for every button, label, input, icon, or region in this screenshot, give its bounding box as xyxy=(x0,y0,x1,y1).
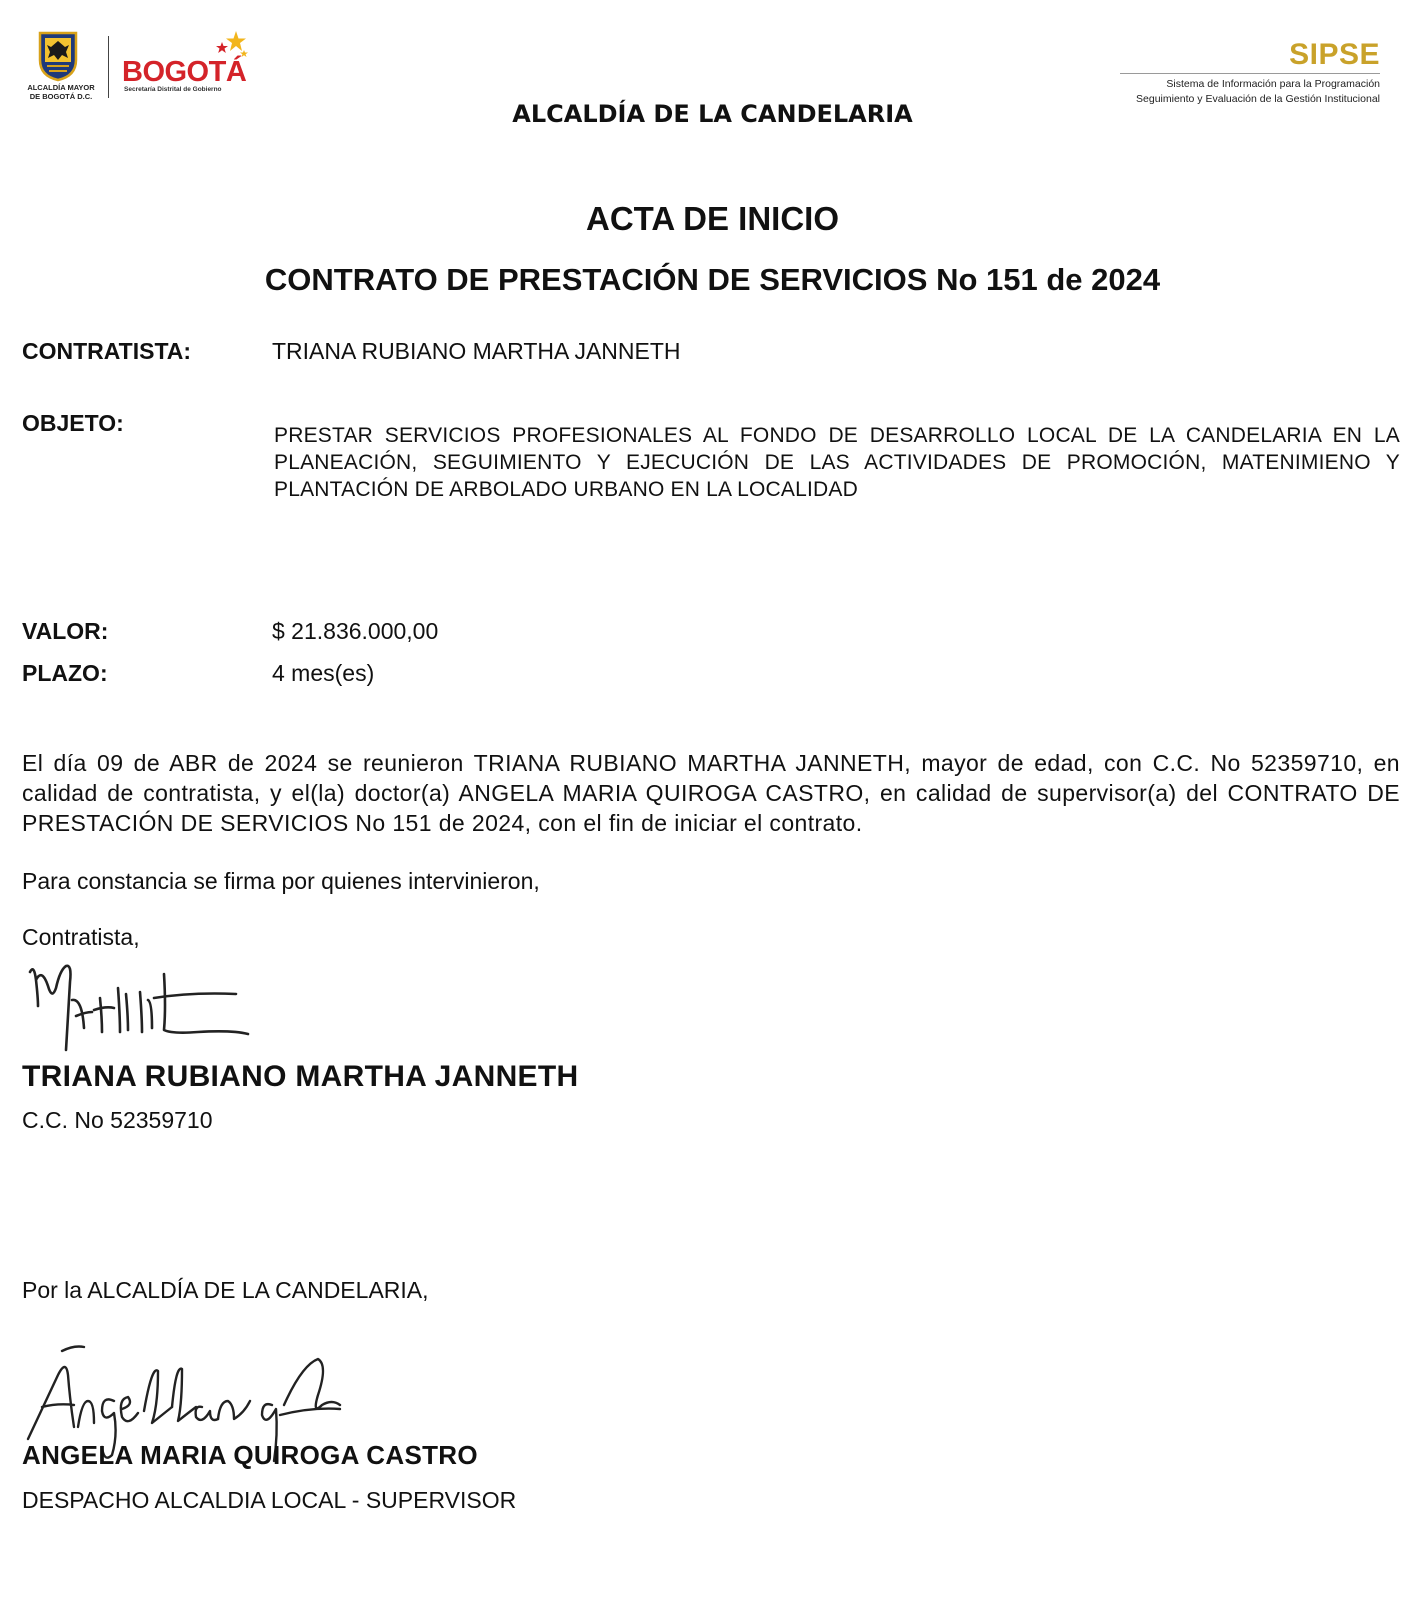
objeto-label: OBJETO: xyxy=(22,410,124,436)
supervisor-name: ANGELA MARIA QUIROGA CASTRO xyxy=(22,1440,478,1470)
entity-header: ALCALDÍA DE LA CANDELARIA xyxy=(512,100,913,128)
secretaria-caption: Secretaría Distrital de Gobierno xyxy=(124,86,222,93)
bogota-coat-of-arms-icon xyxy=(37,30,79,82)
contractor-role: Contratista, xyxy=(22,924,140,950)
plazo-label: PLAZO: xyxy=(22,660,108,686)
alcaldia-bogota-logo xyxy=(22,30,252,105)
meeting-paragraph: El día 09 de ABR de 2024 se reunieron TRIANA RUBIANO MARTHA JANNETH, mayor de edad, con C.C. No 52359710, en calidad de contratista, y el(la) doctor(a) ANGELA MARIA QUIROGA CASTRO, en calidad de supervisor(a) del CONTRATO DE PRESTACIÓN DE SERVICIOS No 151 de 2024, con el fin de iniciar el contrato. xyxy=(22,750,1400,836)
objeto-value: PRESTAR SERVICIOS PROFESIONALES AL FONDO DE DESARROLLO LOCAL DE LA CANDELARIA EN LA PLANEACIÓN, SEGUIMIENTO Y EJECUCIÓN DE LAS ACTIVIDADES DE PROMOCIÓN, MATENIMIENO Y PLANTACIÓN DE ARBOLADO URBANO EN LA LOCALIDAD xyxy=(274,424,1400,501)
plazo-value: 4 mes(es) xyxy=(272,660,375,686)
contractor-id: C.C. No 52359710 xyxy=(22,1107,213,1133)
valor-label: VALOR: xyxy=(22,618,109,644)
sipse-rule xyxy=(1120,73,1380,74)
sipse-brand: SIPSE xyxy=(1289,38,1380,71)
sipse-logo xyxy=(1110,38,1380,108)
bogota-brand: BOGOTÁ xyxy=(122,56,247,88)
contract-title: CONTRATO DE PRESTACIÓN DE SERVICIOS No 151 de 2024 xyxy=(264,262,1161,297)
logo-divider xyxy=(108,36,109,98)
entity-signature-line: Por la ALCALDÍA DE LA CANDELARIA, xyxy=(22,1277,429,1303)
supervisor-role: DESPACHO ALCALDIA LOCAL - SUPERVISOR xyxy=(22,1487,517,1513)
constancia-line: Para constancia se firma por quienes intervinieron, xyxy=(22,868,540,894)
document-title: ACTA DE INICIO xyxy=(586,200,839,237)
alcaldia-mayor-caption: ALCALDÍA MAYOR DE BOGOTÁ D.C. xyxy=(27,83,95,101)
sipse-caption-line-1: Sistema de Información para la Programación xyxy=(1166,78,1380,90)
contractor-signature xyxy=(22,958,252,1058)
contractor-name: TRIANA RUBIANO MARTHA JANNETH xyxy=(22,1060,579,1093)
contratista-value: TRIANA RUBIANO MARTHA JANNETH xyxy=(272,338,681,364)
valor-value: $ 21.836.000,00 xyxy=(272,618,439,644)
sipse-caption-line-2: Seguimiento y Evaluación de la Gestión Institucional xyxy=(1136,93,1380,105)
contratista-label: CONTRATISTA: xyxy=(22,338,192,364)
